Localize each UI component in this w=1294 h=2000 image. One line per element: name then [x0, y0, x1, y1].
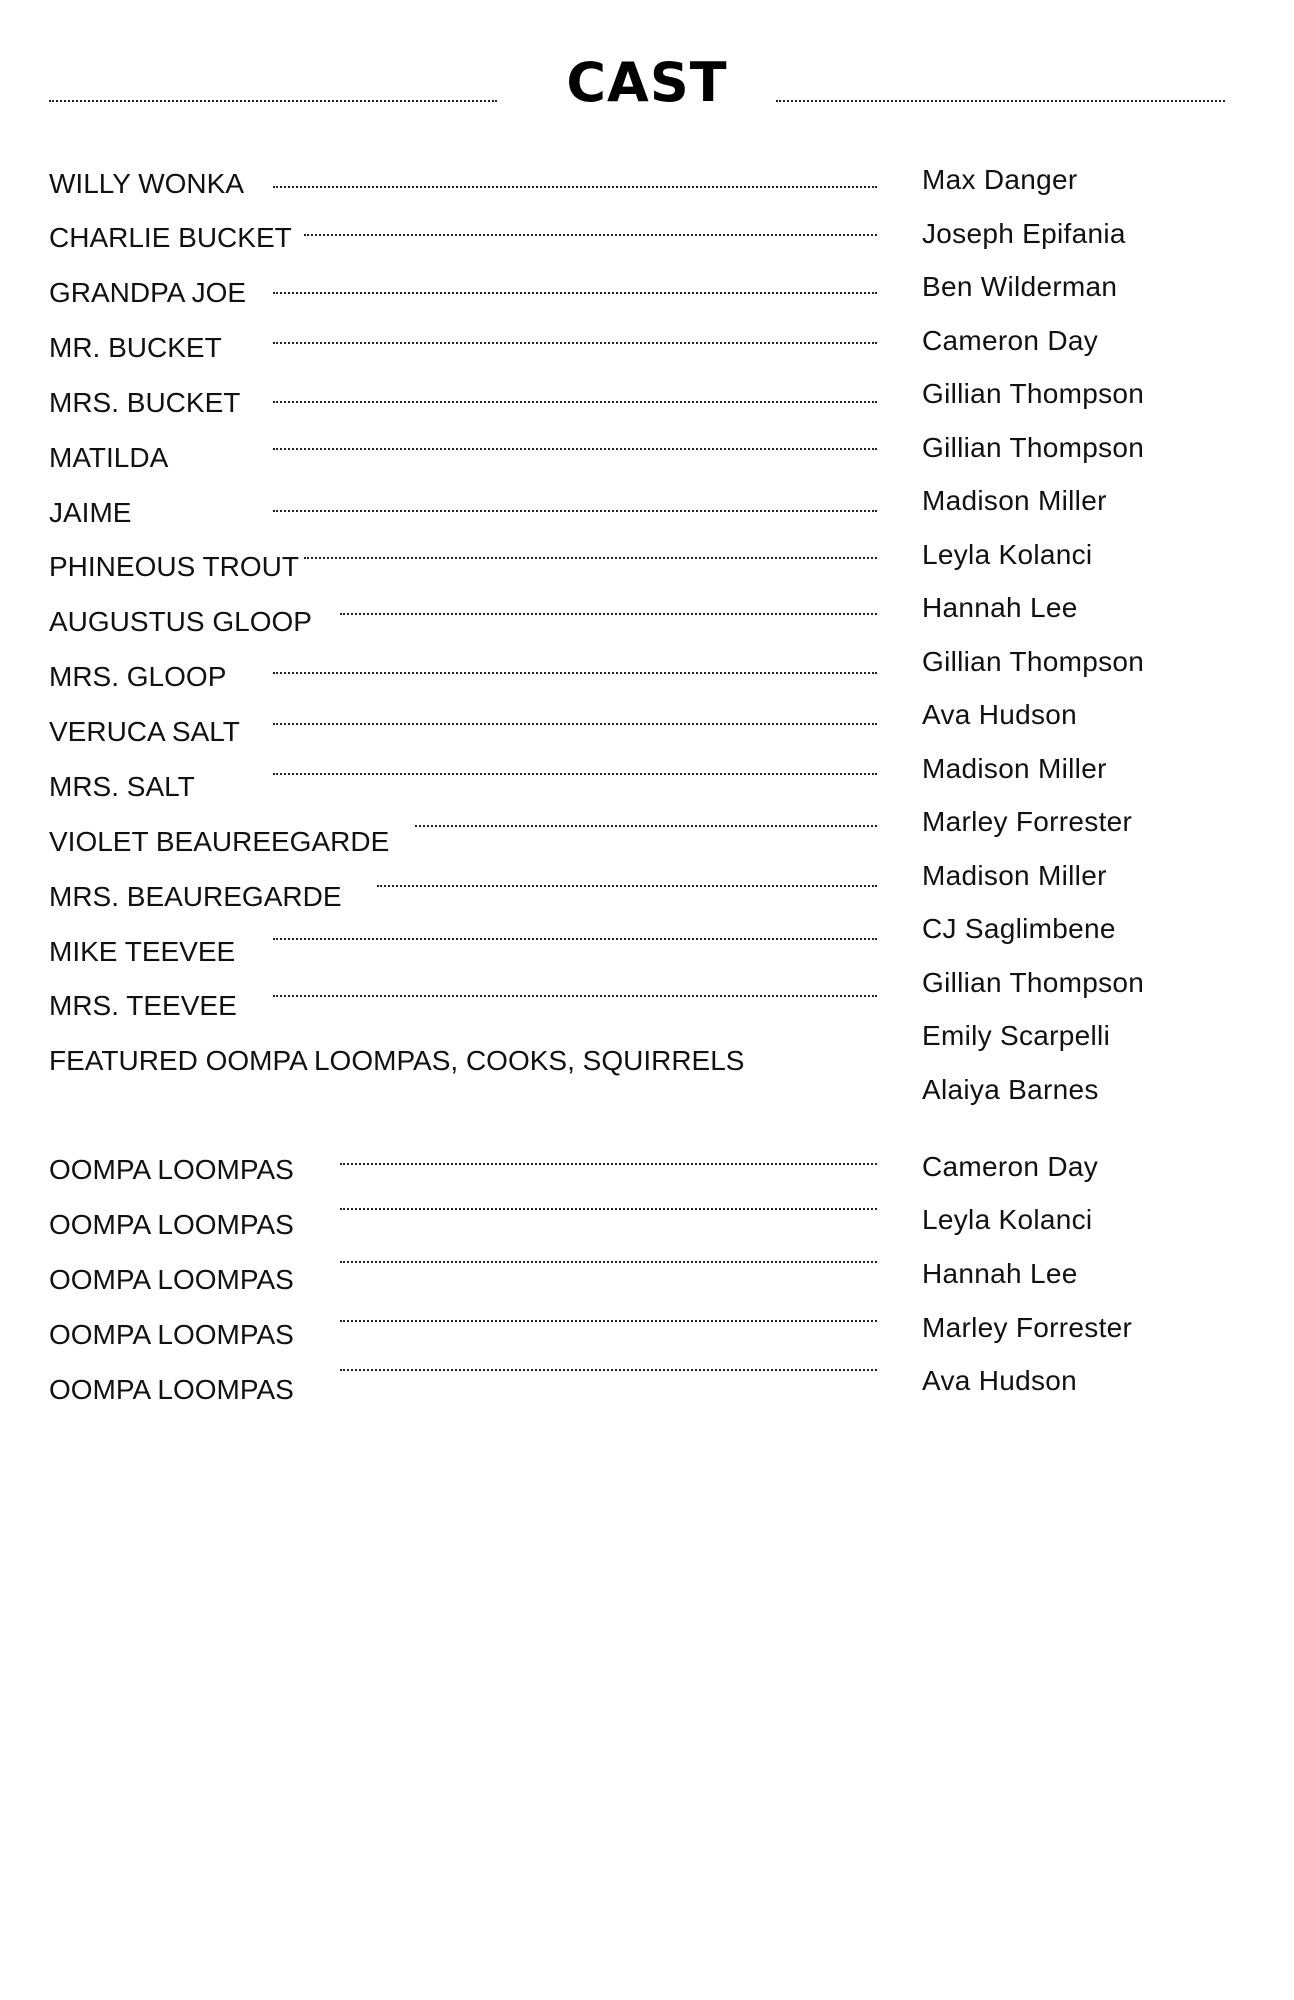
dotted-leader [273, 401, 877, 403]
actor-name: Gillian Thompson [922, 432, 1145, 463]
role-label: AUGUSTUS GLOOP [49, 606, 312, 637]
role-label: MRS. BUCKET [49, 387, 241, 418]
role-label: OOMPA LOOMPAS [49, 1374, 294, 1405]
actor-name: Madison Miller [922, 753, 1107, 784]
actor-name: Ben Wilderman [922, 271, 1118, 302]
actor-name: Gillian Thompson [922, 646, 1145, 677]
actor-name: Ava Hudson [922, 699, 1078, 730]
actor-name: Gillian Thompson [922, 378, 1145, 409]
actor-name: Joseph Epifania [922, 218, 1126, 249]
role-label: MRS. SALT [49, 771, 195, 802]
dotted-leader [340, 1208, 877, 1210]
dotted-leader [273, 448, 877, 450]
role-label: PHINEOUS TROUT [49, 551, 299, 582]
role-label: OOMPA LOOMPAS [49, 1264, 294, 1295]
actor-name: Leyla Kolanci [922, 1204, 1093, 1235]
actor-name: Emily Scarpelli [922, 1020, 1111, 1051]
dotted-leader [340, 1261, 877, 1263]
role-label: MATILDA [49, 442, 169, 473]
actor-name: Marley Forrester [922, 1312, 1133, 1343]
dotted-leader [304, 557, 877, 559]
role-label: GRANDPA JOE [49, 277, 247, 308]
actor-name: Marley Forrester [922, 806, 1133, 837]
dotted-leader [340, 613, 877, 615]
role-label: CHARLIE BUCKET [49, 222, 292, 253]
dotted-leader [377, 885, 877, 887]
title-rule-right [776, 100, 1225, 102]
actor-name: Alaiya Barnes [922, 1074, 1099, 1105]
role-label: MIKE TEEVEE [49, 936, 236, 967]
role-label: OOMPA LOOMPAS [49, 1319, 294, 1350]
role-label: WILLY WONKA [49, 168, 245, 199]
dotted-leader [273, 672, 877, 674]
dotted-leader [273, 186, 877, 188]
dotted-leader [273, 510, 877, 512]
actor-name: Madison Miller [922, 860, 1107, 891]
dotted-leader [340, 1163, 877, 1165]
page-title: CAST [566, 51, 728, 114]
role-label: JAIME [49, 497, 132, 528]
actor-name: Ava Hudson [922, 1365, 1078, 1396]
actor-name: Cameron Day [922, 325, 1099, 356]
actor-name: Cameron Day [922, 1151, 1099, 1182]
dotted-leader [273, 292, 877, 294]
dotted-leader [273, 342, 877, 344]
actor-name: Gillian Thompson [922, 967, 1145, 998]
actor-name: Madison Miller [922, 485, 1107, 516]
role-label: MR. BUCKET [49, 332, 222, 363]
actor-name: Max Danger [922, 164, 1078, 195]
dotted-leader [273, 995, 877, 997]
role-label: MRS. BEAUREGARDE [49, 881, 342, 912]
role-label: VERUCA SALT [49, 716, 240, 747]
role-label: VIOLET BEAUREEGARDE [49, 826, 390, 857]
dotted-leader [340, 1369, 877, 1371]
dotted-leader [415, 825, 877, 827]
dotted-leader [273, 938, 877, 940]
dotted-leader [273, 723, 877, 725]
role-label: OOMPA LOOMPAS [49, 1154, 294, 1185]
dotted-leader [273, 773, 877, 775]
role-label: MRS. TEEVEE [49, 990, 237, 1021]
actor-name: Hannah Lee [922, 1258, 1078, 1289]
actor-name: CJ Saglimbene [922, 913, 1116, 944]
dotted-leader [304, 234, 877, 236]
role-label: FEATURED OOMPA LOOMPAS, COOKS, SQUIRRELS [49, 1045, 745, 1076]
actor-name: Hannah Lee [922, 592, 1078, 623]
dotted-leader [340, 1320, 877, 1322]
role-label: OOMPA LOOMPAS [49, 1209, 294, 1240]
role-label: MRS. GLOOP [49, 661, 227, 692]
actor-name: Leyla Kolanci [922, 539, 1093, 570]
